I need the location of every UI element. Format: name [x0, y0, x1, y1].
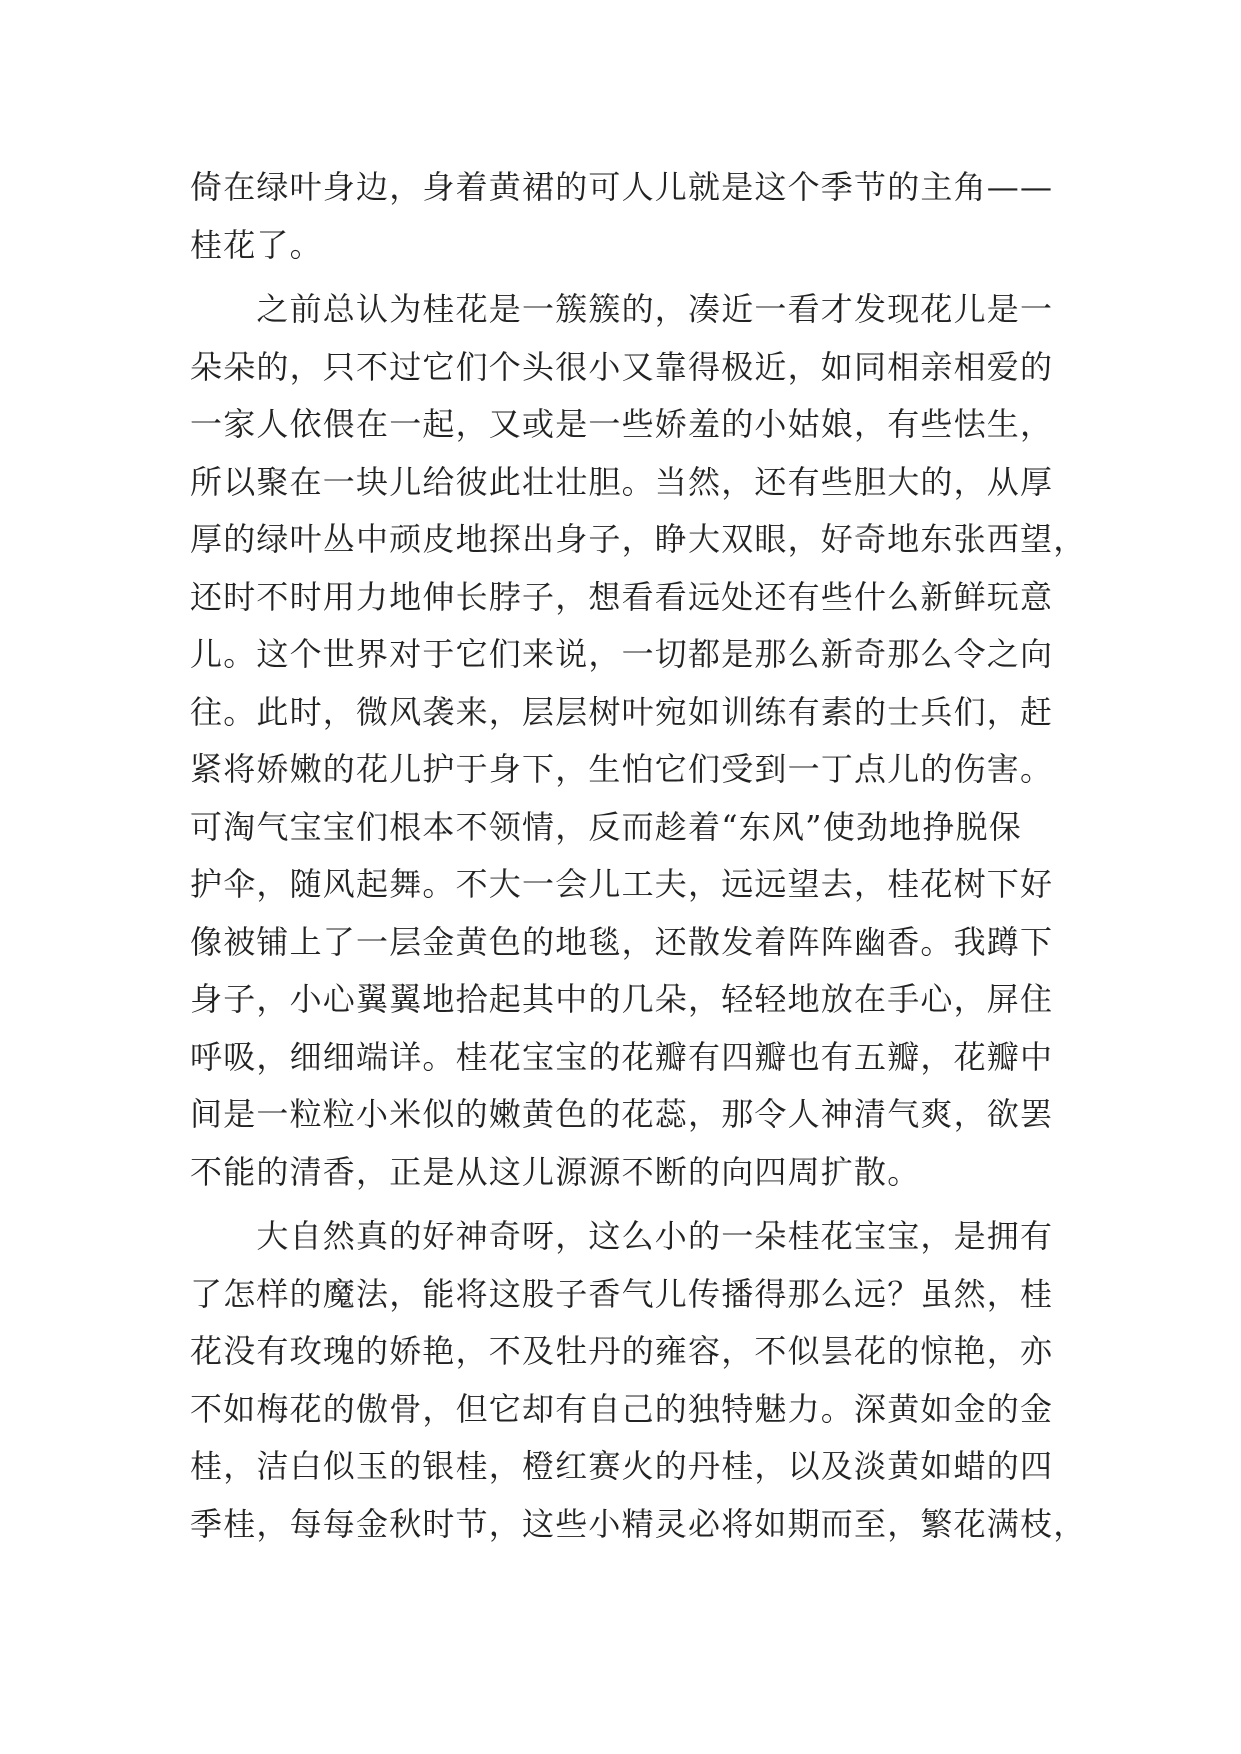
- text-line: 身子，小心翼翼地拾起其中的几朵，轻轻地放在手心，屏住: [190, 980, 1054, 1018]
- text-line: 儿。这个世界对于它们来说，一切都是那么新奇那么令之向: [190, 635, 1054, 673]
- text-line: 还时不时用力地伸长脖子，想看看远处还有些什么新鲜玩意: [190, 577, 1054, 616]
- text-line: 可淘气宝宝们根本不领情，反而趁着“东风”使劲地挣脱保: [190, 807, 1022, 846]
- text-line: 呼吸，细细端详。桂花宝宝的花瓣有四瓣也有五瓣，花瓣中: [190, 1037, 1054, 1076]
- text-line: 了怎样的魔法，能将这股子香气儿传播得那么远？虽然，桂: [190, 1274, 1054, 1313]
- text-line: 花没有玫瑰的娇艳，不及牡丹的雍容，不似昙花的惊艳，亦: [190, 1332, 1054, 1370]
- text-line: 间是一粒粒小米似的嫩黄色的花蕊，那令人神清气爽，欲罢: [190, 1095, 1054, 1133]
- text-line: 厚的绿叶丛中顽皮地探出身子，睁大双眼，好奇地东张西望，: [190, 520, 1087, 558]
- text-line: 往。此时，微风袭来，层层树叶宛如训练有素的士兵们，赶: [190, 692, 1054, 731]
- text-line: 护伞，随风起舞。不大一会儿工夫，远远望去，桂花树下好: [190, 865, 1054, 903]
- text-line: 不如梅花的傲骨，但它却有自己的独特魅力。深黄如金的金: [190, 1389, 1054, 1428]
- paragraph-start-line: 大自然真的好神奇呀，这么小的一朵桂花宝宝，是拥有: [190, 1217, 1054, 1255]
- text-line: 所以聚在一块儿给彼此壮壮胆。当然，还有些胆大的，从厚: [190, 462, 1054, 501]
- text-line: 紧将娇嫩的花儿护于身下，生怕它们受到一丁点儿的伤害。: [190, 750, 1054, 788]
- text-line: 像被铺上了一层金黄色的地毯，还散发着阵阵幽香。我蹲下: [190, 922, 1054, 961]
- text-line: 倚在绿叶身边，身着黄裙的可人儿就是这个季节的主角——: [190, 168, 1054, 206]
- text-line: 季桂，每每金秋时节，这些小精灵必将如期而至，繁花满枝，: [190, 1504, 1087, 1543]
- paragraph-start-line: 之前总认为桂花是一簇簇的，凑近一看才发现花儿是一: [190, 290, 1054, 328]
- text-line: 朵朵的，只不过它们个头很小又靠得极近，如同相亲相爱的: [190, 347, 1054, 386]
- text-line: 桂花了。: [190, 225, 323, 264]
- text-line: 一家人依偎在一起，又或是一些娇羞的小姑娘，有些怯生，: [190, 405, 1054, 443]
- body-text: [190, 159, 1087, 1553]
- text-line: 不能的清香，正是从这儿源源不断的向四周扩散。: [190, 1152, 921, 1191]
- text-line: 桂，洁白似玉的银桂，橙红赛火的丹桂，以及淡黄如蜡的四: [190, 1447, 1054, 1485]
